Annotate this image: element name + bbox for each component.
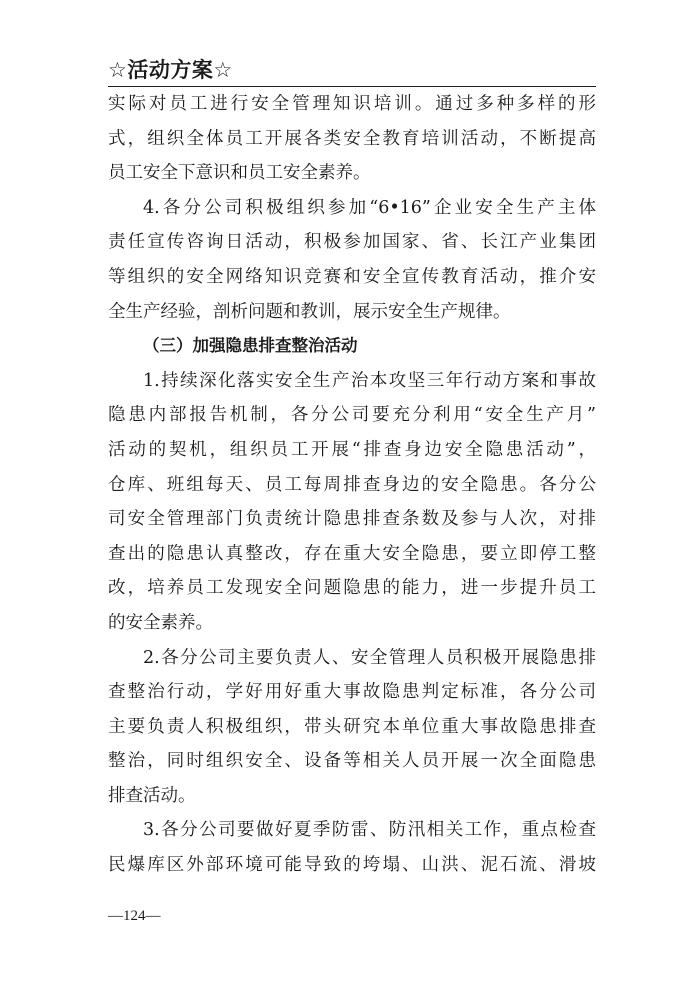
text-line: 查整治行动，学好用好重大事故隐患判定标准，各分公司 (108, 682, 596, 703)
text-line: 3.各分公司要做好夏季防雷、防汛相关工作，重点检查 (143, 820, 596, 841)
paragraph (108, 87, 596, 191)
text-line: 整治，同时组织安全、设备等相关人员开展一次全面隐患 (108, 751, 596, 772)
text-line: 查出的隐患认真整改，存在重大安全隐患，要立即停工整 (108, 543, 596, 564)
paragraph (108, 191, 596, 329)
text-line: 主要负责人积极组织，带头研究本单位重大事故隐患排查 (108, 716, 596, 737)
text-line: 排查活动。 (108, 785, 196, 806)
text-line: 全生产经验，剖析问题和教训，展示安全生产规律。 (108, 301, 511, 322)
text-line: 等组织的安全网络知识竞赛和安全宣传教育活动，推介安 (108, 266, 596, 287)
text-line: 员工安全下意识和员工安全素养。 (108, 163, 371, 184)
text-line: 式，组织全体员工开展各类安全教育培训活动，不断提高 (108, 128, 596, 149)
paragraph (108, 364, 596, 641)
text-line: 实际对员工进行安全管理知识培训。通过多种多样的形 (108, 94, 596, 114)
page-number: —124— (108, 908, 161, 924)
text-line: 隐患内部报告机制，各分公司要充分利用“安全生产月” (108, 405, 596, 426)
text-line: 仓库、班组每天、员工每周排查身边的安全隐患。各分公 (108, 474, 596, 495)
text-line: 活动的契机，组织员工开展“排查身边安全隐患活动”， (108, 439, 596, 460)
text-line: 改，培养员工发现安全问题隐患的能力，进一步提升员工 (108, 578, 596, 599)
header-title: ☆活动方案☆ (108, 58, 233, 82)
text-line: 的安全素养。 (108, 612, 213, 633)
paragraph (108, 641, 596, 814)
text-line: 民爆库区外部环境可能导致的垮塌、山洪、泥石流、滑坡 (108, 855, 596, 876)
page-header (108, 56, 596, 87)
document-body (108, 87, 596, 883)
text-line: 1.持续深化落实安全生产治本攻坚三年行动方案和事故 (143, 370, 596, 391)
text-line: 2.各分公司主要负责人、安全管理人员积极开展隐患排 (143, 647, 596, 668)
text-line: 4.各分公司积极组织参加“6•16”企业安全生产主体 (143, 197, 596, 218)
paragraph (108, 813, 596, 882)
text-line: 责任宣传咨询日活动，积极参加国家、省、长江产业集团 (108, 232, 596, 253)
text-line: 司安全管理部门负责统计隐患排查条数及参与人次，对排 (108, 509, 596, 530)
section-heading: （三）加强隐患排查整治活动 (143, 336, 358, 356)
